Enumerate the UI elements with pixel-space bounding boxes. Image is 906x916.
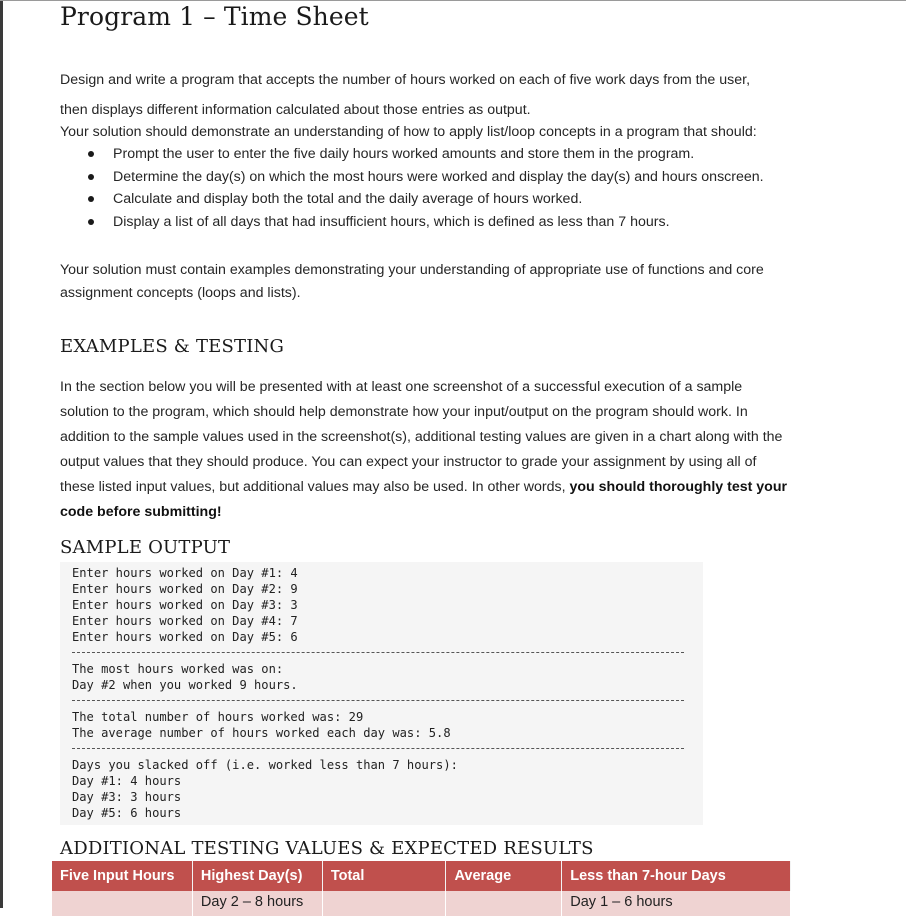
list-item-text: Calculate and display both the total and the daily average of hours worked. (113, 191, 583, 207)
examples-paragraph (60, 375, 788, 525)
intro-line-2: then displays different information calculated about those entries as output. (60, 102, 531, 118)
code-line: The most hours worked was on: (72, 662, 284, 676)
separator-line (72, 741, 703, 757)
table-row (52, 891, 791, 916)
requirements-list (60, 145, 764, 235)
table-header-row (52, 861, 791, 891)
bullet-icon (88, 151, 94, 157)
code-line: Day #2 when you worked 9 hours. (72, 678, 298, 692)
sample-output-code-block (60, 562, 703, 825)
bullet-icon (88, 174, 94, 180)
column-header-highest-days: Highest Day(s) (192, 861, 322, 891)
code-line: Enter hours worked on Day #1: 4 (72, 566, 298, 580)
page-left-border (0, 0, 3, 908)
list-item-text: Display a list of all days that had insufficient hours, which is defined as less than 7 hours. (113, 213, 670, 230)
column-header-total: Total (322, 861, 446, 891)
code-line: The average number of hours worked each day was: 5.8 (72, 726, 451, 740)
code-line: Day #3: 3 hours (72, 790, 182, 804)
list-item (60, 213, 764, 236)
intro-line-1: Design and write a program that accepts the number of hours worked on each of five work days from the user, (60, 72, 751, 88)
code-line: Enter hours worked on Day #4: 7 (72, 614, 298, 628)
page-title: Program 1 – Time Sheet (60, 2, 369, 31)
code-line: Enter hours worked on Day #2: 9 (72, 582, 298, 596)
table-cell (446, 891, 562, 916)
list-item-text: Determine the day(s) on which the most hours were worked and display the day(s) and hours onscreen. (113, 168, 764, 185)
code-line: Day #5: 6 hours (72, 806, 182, 820)
table-cell (52, 891, 192, 916)
additional-testing-heading: ADDITIONAL TESTING VALUES & EXPECTED RESULTS (60, 838, 594, 859)
separator-line (72, 645, 703, 661)
page-top-border (0, 0, 906, 1)
list-item (60, 145, 764, 168)
column-header-average: Average (446, 861, 562, 891)
list-item (60, 190, 764, 213)
separator-line (72, 693, 703, 709)
table-cell: Day 1 – 6 hours (562, 891, 791, 916)
column-header-input-hours: Five Input Hours (52, 861, 192, 891)
code-line: Enter hours worked on Day #3: 3 (72, 598, 298, 612)
code-line: The total number of hours worked was: 29 (72, 710, 364, 724)
column-header-less-than-7: Less than 7-hour Days (562, 861, 791, 891)
sample-output-heading: SAMPLE OUTPUT (60, 537, 231, 558)
examples-heading: EXAMPLES & TESTING (60, 336, 285, 357)
examples-body: In the section below you will be presented with at least one screenshot of a successful execution of a sample solution to the program, which should help demonstrate how your input/output on the program should work. In addition to the sample values used in the screenshot(s), additional testing values are given in a chart along with the output values that they should produce. You can expect your instructor to grade your assignment by using all of these listed input values, but additional values may also be used. In other words, (60, 379, 783, 495)
bullet-icon (88, 196, 94, 202)
list-item (60, 168, 764, 191)
table-cell: Day 2 – 8 hours (192, 891, 322, 916)
examples-emphasis: you should thoroughly test your code before submitting! (60, 479, 788, 520)
requirement-paragraph: Your solution must contain examples demonstrating your understanding of appropriate use of functions and core assignment concepts (loops and lists). (60, 262, 764, 301)
intro-line-3: Your solution should demonstrate an understanding of how to apply list/loop concepts in a program that should: (60, 124, 757, 140)
bullet-icon (88, 219, 94, 225)
table-cell (322, 891, 446, 916)
code-line: Enter hours worked on Day #5: 6 (72, 630, 298, 644)
code-line: Day #1: 4 hours (72, 774, 182, 788)
code-line: Days you slacked off (i.e. worked less than 7 hours): (72, 758, 458, 772)
list-item-text: Prompt the user to enter the five daily hours worked amounts and store them in the program. (113, 146, 695, 162)
